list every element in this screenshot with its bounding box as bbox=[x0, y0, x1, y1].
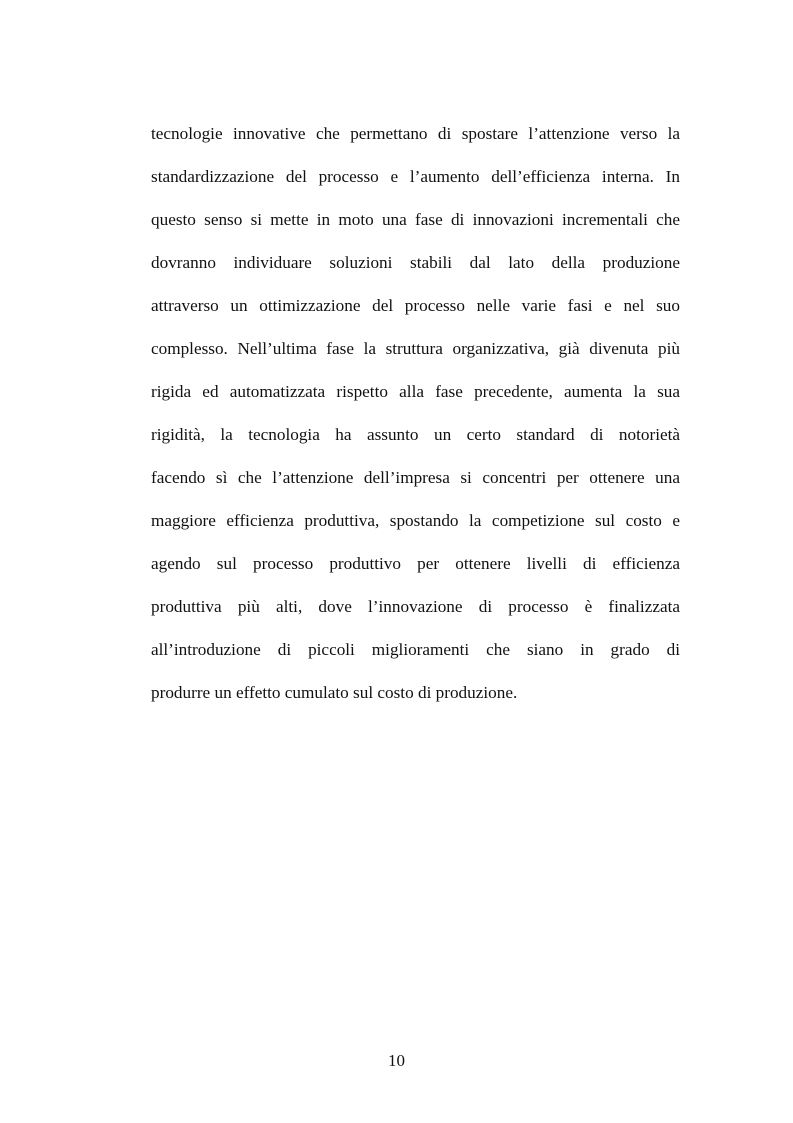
text-line: maggiore efficienza produttiva, spostando la competizione sul costo e bbox=[151, 511, 680, 530]
text-line: dovranno individuare soluzioni stabili dal lato della produzione bbox=[151, 253, 680, 272]
text-line: attraverso un ottimizzazione del processo nelle varie fasi e nel suo bbox=[151, 296, 680, 315]
page-number: 10 bbox=[388, 1051, 405, 1070]
text-line: rigidità, la tecnologia ha assunto un certo standard di notorietà bbox=[151, 425, 680, 444]
text-line: all’introduzione di piccoli miglioramenti che siano in grado di bbox=[151, 640, 680, 659]
text-line: agendo sul processo produttivo per ottenere livelli di efficienza bbox=[151, 554, 680, 573]
text-line: facendo sì che l’attenzione dell’impresa si concentri per ottenere una bbox=[151, 468, 680, 487]
text-line-last: produrre un effetto cumulato sul costo di produzione. bbox=[151, 683, 518, 702]
text-line: complesso. Nell’ultima fase la struttura organizzativa, già divenuta più bbox=[151, 339, 680, 358]
text-line: questo senso si mette in moto una fase di innovazioni incrementali che bbox=[151, 210, 680, 229]
text-line: tecnologie innovative che permettano di spostare l’attenzione verso la bbox=[151, 124, 680, 143]
text-line: rigida ed automatizzata rispetto alla fase precedente, aumenta la sua bbox=[151, 382, 680, 401]
text-line: standardizzazione del processo e l’aumento dell’efficienza interna. In bbox=[151, 167, 680, 186]
text-line: produttiva più alti, dove l’innovazione di processo è finalizzata bbox=[151, 597, 680, 616]
body-paragraph bbox=[151, 112, 680, 714]
